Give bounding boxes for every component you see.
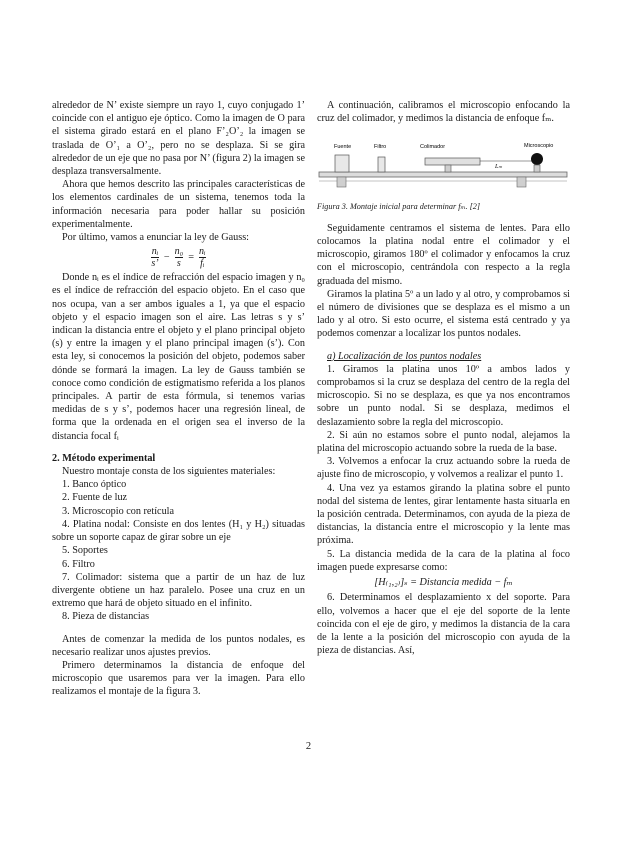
step-6: 6. Determinamos el desplazamiento x del soporte. Para ello, volvemos a hacer que el eje del soporte de la lente coincida con el eje de giro, y medimos la distancia de la cara de la lente a la posición del microscopio con ayuda de la pieza de distancias. Así, [317,592,570,657]
list-item: 8. Pieza de distancias [62,611,150,623]
paragraph-rotation: alrededor de N’ existe siempre un rayo 1, cuyo conjugado 1’ coincide con el antiguo eje óptico. Como la imagen de O para el sistema girado estará en el plano F’₂O’₂ la imagen se traslada de O’₁ a O’₂, pero no se desplaza. Si se gira alrededor de un eje que no pasa por N’ (figura 2) la imagen se desplaza transversalmente. [52,100,305,178]
step-4: 4. Una vez ya estamos girando la platina sobre el punto nodal del sistema de lentes, girar lentamente hasta situarla en la posición centrada. Determinamos, con ayuda de la pieza de distancias, la distancia entre el microscopio y la lente mas próxima. [317,482,570,547]
eq-equals: = [187,252,195,264]
paragraph-gauss-intro: Por último, vamos a enunciar la ley de Gauss: [62,232,250,244]
list-item: 1. Banco óptico [62,479,127,491]
microscope-support [534,165,540,172]
list-item: 7. Colimador: sistema que a partir de un haz de luz divergente obtiene un haz paralelo. Posee una cruz en un extremo que hará de objeto situado en el infinito. [52,571,305,610]
bench-leg [337,177,346,187]
step-3: 3. Volvemos a enfocar la cruz actuando sobre la rueda de ajuste fino de microscopio, y volvemos a realizar el punto 1. [317,456,570,481]
gauss-equation [52,246,305,269]
eq-ni-2: nᵢ [199,246,206,258]
paragraph-materials-intro: Nuestro montaje consta de los siguientes materiales: [62,466,276,478]
paragraph-rotate-platina: Giramos la platina 5º a un lado y al otro, y comprobamos si el número de divisiones que se desplaza es el mismo a un lado y al otro. Si esto ocurre, el sistema está centrado y ya podemos comenzar a localizar los puntos nodales. [317,288,570,340]
label-lm: Lₘ [495,164,503,171]
setup-figure [317,137,570,189]
collimator-shape [425,158,480,165]
list-item: 6. Filtro [62,558,95,570]
list-item: 5. Soportes [62,545,108,557]
fraction-ni-s [151,246,158,269]
step-2: 2. Si aún no estamos sobre el punto nodal, alejamos la platina del microscopio actuando sobre la rueda de la base. [317,429,570,455]
paragraph-gauss-explanation: Donde nᵢ es el índice de refracción del espacio imagen y n₀ es el índice de refracción del espacio objeto. En el caso que nos ocupa, van a ser ambos iguales a 1, ya que el espacio objeto y el espacio imagen son el aire. Las letras s y s’ indican la distancia entre el objeto y el plano principal objeto (s) y entre la imagen y el plano principal imagen (s’). Con esta ley, si conocemos la posición del objeto, podemos saber dónde se formará la imagen. La ley de Gauss también se conoce como condición de estigmatismo referida a los planos principales. A partir de esta fórmula, si tenemos varias medidas de s y s’, podemos hacer una regresión lineal, de forma que la ordenada en el origen sea el inverso de la distancia focal fᵢ [52,272,305,442]
eq-s: s [176,258,181,270]
eq-fi: fᵢ [200,258,205,270]
microscope-shape [531,153,543,165]
left-column [52,99,305,699]
figure-caption: Figura 3. Montaje inicial para determinar fₘ. [2] [317,201,481,211]
page-number: 2 [305,741,312,752]
step-1: 1. Giramos la platina unos 10º a ambos lados y comprobamos si la cruz se desplaza del centro de la regla del microscopio. Si no se desplaza, es que ya nos encontramos sobre un punto nodal. Si se desplaza, medimos el deslazamiento sobre la regla del microscopio. [317,363,570,428]
fraction-no-s [175,246,183,269]
paragraph-cardinal-elements: Ahora que hemos descrito las principales características de los elementos cardinales de un sistema, tenemos toda la información necesaria para poder hallar su posición experimentalmente. [52,179,305,230]
distance-equation: [H₍₁,₂₎]ₛ = Distancia medida − fₘ [374,577,513,589]
label-filtro: Filtro [374,144,387,151]
optical-bench [319,172,567,177]
list-item: 2. Fuente de luz [62,492,128,504]
section-title-experimental: 2. Método experimental [52,452,156,464]
paragraph-focus-distance: Primero determinamos la distancia de enfoque del microscopio que usaremos para ver la imagen. Para ello realizamos el montaje de la figura 3. [52,659,305,698]
eq-ni: nᵢ [151,246,159,258]
label-microscopio: Microscopio [524,143,554,150]
light-source-shape [335,155,349,172]
step-5: 5. La distancia medida de la cara de la platina al foco imagen puede expresarse como: [317,548,570,573]
eq-no: n₀ [174,246,184,258]
bench-leg [517,177,526,187]
eq-minus: − [163,252,171,264]
label-colimador: Colimador [420,144,446,151]
right-column [317,99,570,657]
section-title-nodal: a) Localización de los puntos nodales [327,350,482,362]
fraction-ni-fi [199,246,206,269]
list-item: 4. Platina nodal: Consiste en dos lentes (H₁ y H₂) situadas sobre un soporte capaz de girar sobre un eje [52,518,305,544]
label-fuente: Fuente [334,144,352,151]
paragraph-centering: Seguidamente centramos el sistema de lentes. Para ello colocamos la platina nodal entre el colimador y el microscopio, giramos 180º el colimador y enfocamos la cruz con el microscopio, centrándola con respecto a la regla graduada del mismo. [317,222,570,287]
materials-list [52,478,305,623]
paragraph-calibration: A continuación, calibramos el microscopio enfocando la cruz del colimador, y medimos la distancia de enfoque fₘ. [317,100,570,125]
collimator-support [445,165,451,172]
filter-shape [378,157,385,172]
list-item: 3. Microscopio con retícula [62,505,175,517]
eq-s-prime: s’ [151,258,159,270]
paragraph-adjustments: Antes de comenzar la medida de los puntos nodales, es necesario realizar unos ajustes previos. [52,633,305,658]
